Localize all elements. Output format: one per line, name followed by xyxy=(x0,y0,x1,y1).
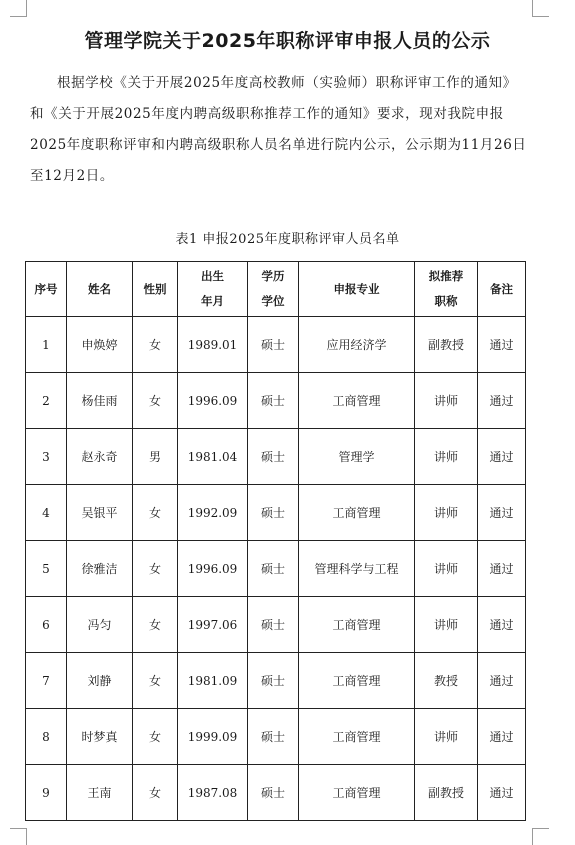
header-remark: 备注 xyxy=(478,262,526,317)
cell-seq: 9 xyxy=(26,765,67,821)
cell-major: 工商管理 xyxy=(299,597,415,653)
header-name: 姓名 xyxy=(67,262,133,317)
cell-major: 应用经济学 xyxy=(299,317,415,373)
cell-title: 讲师 xyxy=(415,485,478,541)
table-row xyxy=(26,485,526,541)
table-row xyxy=(26,317,526,373)
page-corner-mark xyxy=(10,828,27,845)
cell-name: 时梦真 xyxy=(67,709,133,765)
table-row xyxy=(26,709,526,765)
cell-title: 讲师 xyxy=(415,597,478,653)
header-birth xyxy=(178,262,248,317)
cell-remark: 通过 xyxy=(478,373,526,429)
cell-birth: 1992.09 xyxy=(178,485,248,541)
cell-gender: 女 xyxy=(133,373,178,429)
header-title-line1: 拟推荐 xyxy=(428,269,464,283)
page-corner-mark xyxy=(532,828,549,845)
header-title xyxy=(415,262,478,317)
table-header-row xyxy=(26,262,526,317)
header-birth-line2: 年月 xyxy=(201,294,224,308)
header-degree-line2: 学位 xyxy=(261,294,285,308)
cell-birth: 1989.01 xyxy=(178,317,248,373)
cell-remark: 通过 xyxy=(478,485,526,541)
header-major: 申报专业 xyxy=(299,262,415,317)
cell-name: 王南 xyxy=(67,765,133,821)
cell-name: 申焕婷 xyxy=(67,317,133,373)
cell-degree: 硕士 xyxy=(248,429,299,485)
notice-paragraph: 根据学校《关于开展2025年度高校教师（实验师）职称评审工作的通知》和《关于开展2025年度内聘高级职称推荐工作的通知》要求，现对我院申报2025年度职称评审和内聘高级职称人员名单进行院内公示，公示期为11月26日至12月2日。 xyxy=(30,75,527,184)
cell-seq: 1 xyxy=(26,317,67,373)
header-birth-line1: 出生 xyxy=(201,269,224,283)
cell-seq: 5 xyxy=(26,541,67,597)
cell-degree: 硕士 xyxy=(248,373,299,429)
cell-birth: 1999.09 xyxy=(178,709,248,765)
cell-gender: 女 xyxy=(133,317,178,373)
cell-gender: 女 xyxy=(133,709,178,765)
cell-remark: 通过 xyxy=(478,765,526,821)
cell-title: 讲师 xyxy=(415,429,478,485)
cell-title: 副教授 xyxy=(415,317,478,373)
cell-name: 冯匀 xyxy=(67,597,133,653)
cell-birth: 1996.09 xyxy=(178,373,248,429)
cell-title: 讲师 xyxy=(415,709,478,765)
cell-seq: 3 xyxy=(26,429,67,485)
cell-remark: 通过 xyxy=(478,429,526,485)
cell-name: 赵永奇 xyxy=(67,429,133,485)
cell-gender: 男 xyxy=(133,429,178,485)
cell-degree: 硕士 xyxy=(248,597,299,653)
cell-degree: 硕士 xyxy=(248,709,299,765)
cell-name: 刘静 xyxy=(67,653,133,709)
page-corner-mark xyxy=(532,0,549,17)
cell-name: 杨佳雨 xyxy=(67,373,133,429)
table-row xyxy=(26,653,526,709)
cell-degree: 硕士 xyxy=(248,485,299,541)
cell-title: 讲师 xyxy=(415,541,478,597)
cell-gender: 女 xyxy=(133,765,178,821)
cell-gender: 女 xyxy=(133,485,178,541)
cell-title: 讲师 xyxy=(415,373,478,429)
cell-remark: 通过 xyxy=(478,653,526,709)
cell-seq: 4 xyxy=(26,485,67,541)
header-gender: 性别 xyxy=(133,262,178,317)
cell-gender: 女 xyxy=(133,597,178,653)
cell-degree: 硕士 xyxy=(248,541,299,597)
cell-birth: 1997.06 xyxy=(178,597,248,653)
cell-title: 副教授 xyxy=(415,765,478,821)
cell-remark: 通过 xyxy=(478,709,526,765)
cell-seq: 6 xyxy=(26,597,67,653)
cell-degree: 硕士 xyxy=(248,653,299,709)
cell-title: 教授 xyxy=(415,653,478,709)
cell-remark: 通过 xyxy=(478,541,526,597)
table-row xyxy=(26,373,526,429)
header-degree-line1: 学历 xyxy=(261,269,285,283)
cell-gender: 女 xyxy=(133,653,178,709)
page-corner-mark xyxy=(10,0,27,17)
table-caption: 表1 申报2025年度职称评审人员名单 xyxy=(175,232,400,247)
cell-name: 徐雅洁 xyxy=(67,541,133,597)
document-title: 管理学院关于2025年职称评审申报人员的公示 xyxy=(84,30,491,52)
cell-major: 工商管理 xyxy=(299,709,415,765)
cell-birth: 1981.04 xyxy=(178,429,248,485)
cell-name: 吴银平 xyxy=(67,485,133,541)
cell-major: 工商管理 xyxy=(299,485,415,541)
cell-degree: 硕士 xyxy=(248,765,299,821)
cell-seq: 8 xyxy=(26,709,67,765)
table-row xyxy=(26,541,526,597)
header-seq: 序号 xyxy=(26,262,67,317)
cell-seq: 2 xyxy=(26,373,67,429)
cell-major: 管理学 xyxy=(299,429,415,485)
table-row xyxy=(26,765,526,821)
table-row xyxy=(26,429,526,485)
header-title-line2: 职称 xyxy=(434,294,458,308)
cell-remark: 通过 xyxy=(478,597,526,653)
cell-remark: 通过 xyxy=(478,317,526,373)
cell-gender: 女 xyxy=(133,541,178,597)
header-degree xyxy=(248,262,299,317)
cell-seq: 7 xyxy=(26,653,67,709)
cell-major: 工商管理 xyxy=(299,373,415,429)
cell-major: 管理科学与工程 xyxy=(299,541,415,597)
cell-degree: 硕士 xyxy=(248,317,299,373)
cell-major: 工商管理 xyxy=(299,653,415,709)
table-row xyxy=(26,597,526,653)
cell-birth: 1996.09 xyxy=(178,541,248,597)
applicant-table xyxy=(25,261,526,821)
cell-birth: 1987.08 xyxy=(178,765,248,821)
cell-birth: 1981.09 xyxy=(178,653,248,709)
cell-major: 工商管理 xyxy=(299,765,415,821)
